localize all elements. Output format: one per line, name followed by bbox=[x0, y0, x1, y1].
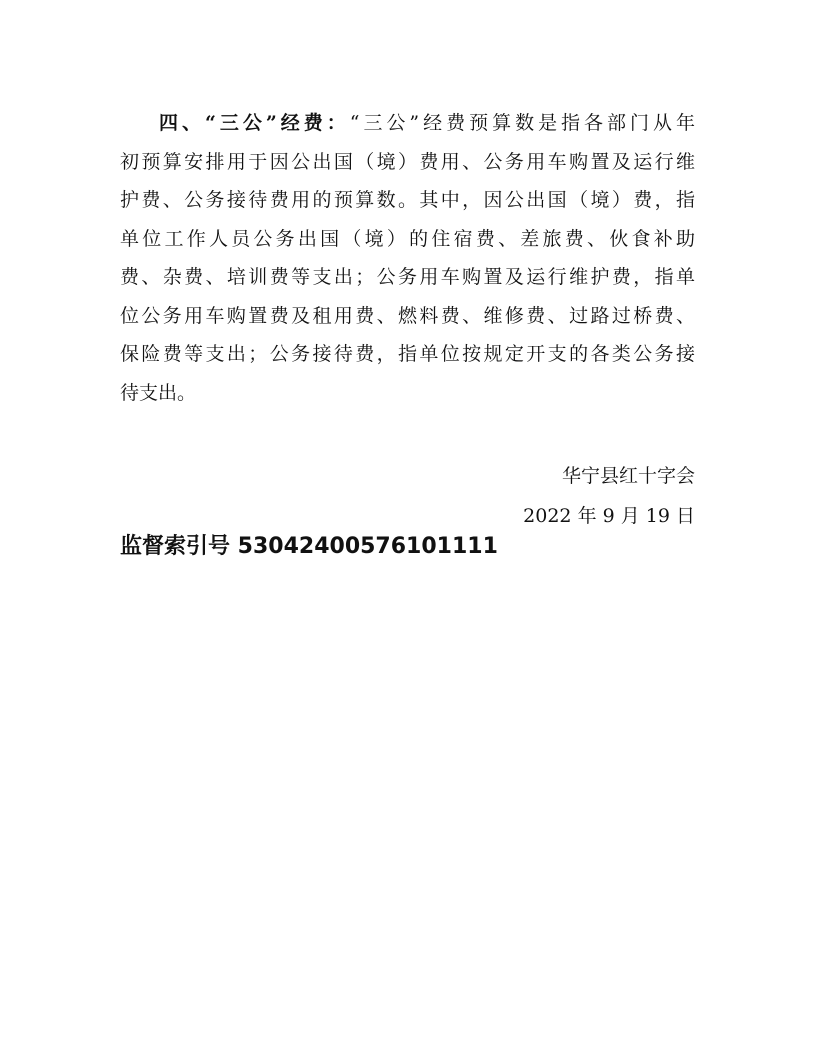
paragraph-line-4: 单位工作人员公务出国（境）的住宿费、差旅费、伙食补助 bbox=[120, 227, 695, 250]
paragraph-line-6: 位公务用车购置费及租用费、燃料费、维修费、过路过桥费、 bbox=[120, 304, 695, 327]
signature-date: 2022 年 9 月 19 日 bbox=[523, 505, 695, 527]
section-heading: 四、“三公”经费： bbox=[159, 112, 350, 134]
paragraph-line-3: 护费、公务接待费用的预算数。其中，因公出国（境）费，指 bbox=[120, 189, 695, 211]
signature-organization: 华宁县红十字会 bbox=[561, 465, 695, 487]
paragraph-line-1-text: “三公”经费预算数是指各部门从年 bbox=[349, 112, 695, 134]
paragraph-line-1 bbox=[120, 104, 695, 143]
three-public-expenses-paragraph bbox=[120, 104, 695, 412]
paragraph-line-2: 初预算安排用于因公出国（境）费用、公务用车购置及运行维 bbox=[120, 150, 695, 173]
paragraph-line-7: 保险费等支出；公务接待费，指单位按规定开支的各类公务接 bbox=[120, 343, 695, 365]
supervision-index-number: 监督索引号 53042400576101111 bbox=[120, 534, 498, 559]
paragraph-line-8: 待支出。 bbox=[120, 381, 197, 404]
paragraph-line-5: 费、杂费、培训费等支出；公务用车购置及运行维护费，指单 bbox=[120, 266, 695, 288]
